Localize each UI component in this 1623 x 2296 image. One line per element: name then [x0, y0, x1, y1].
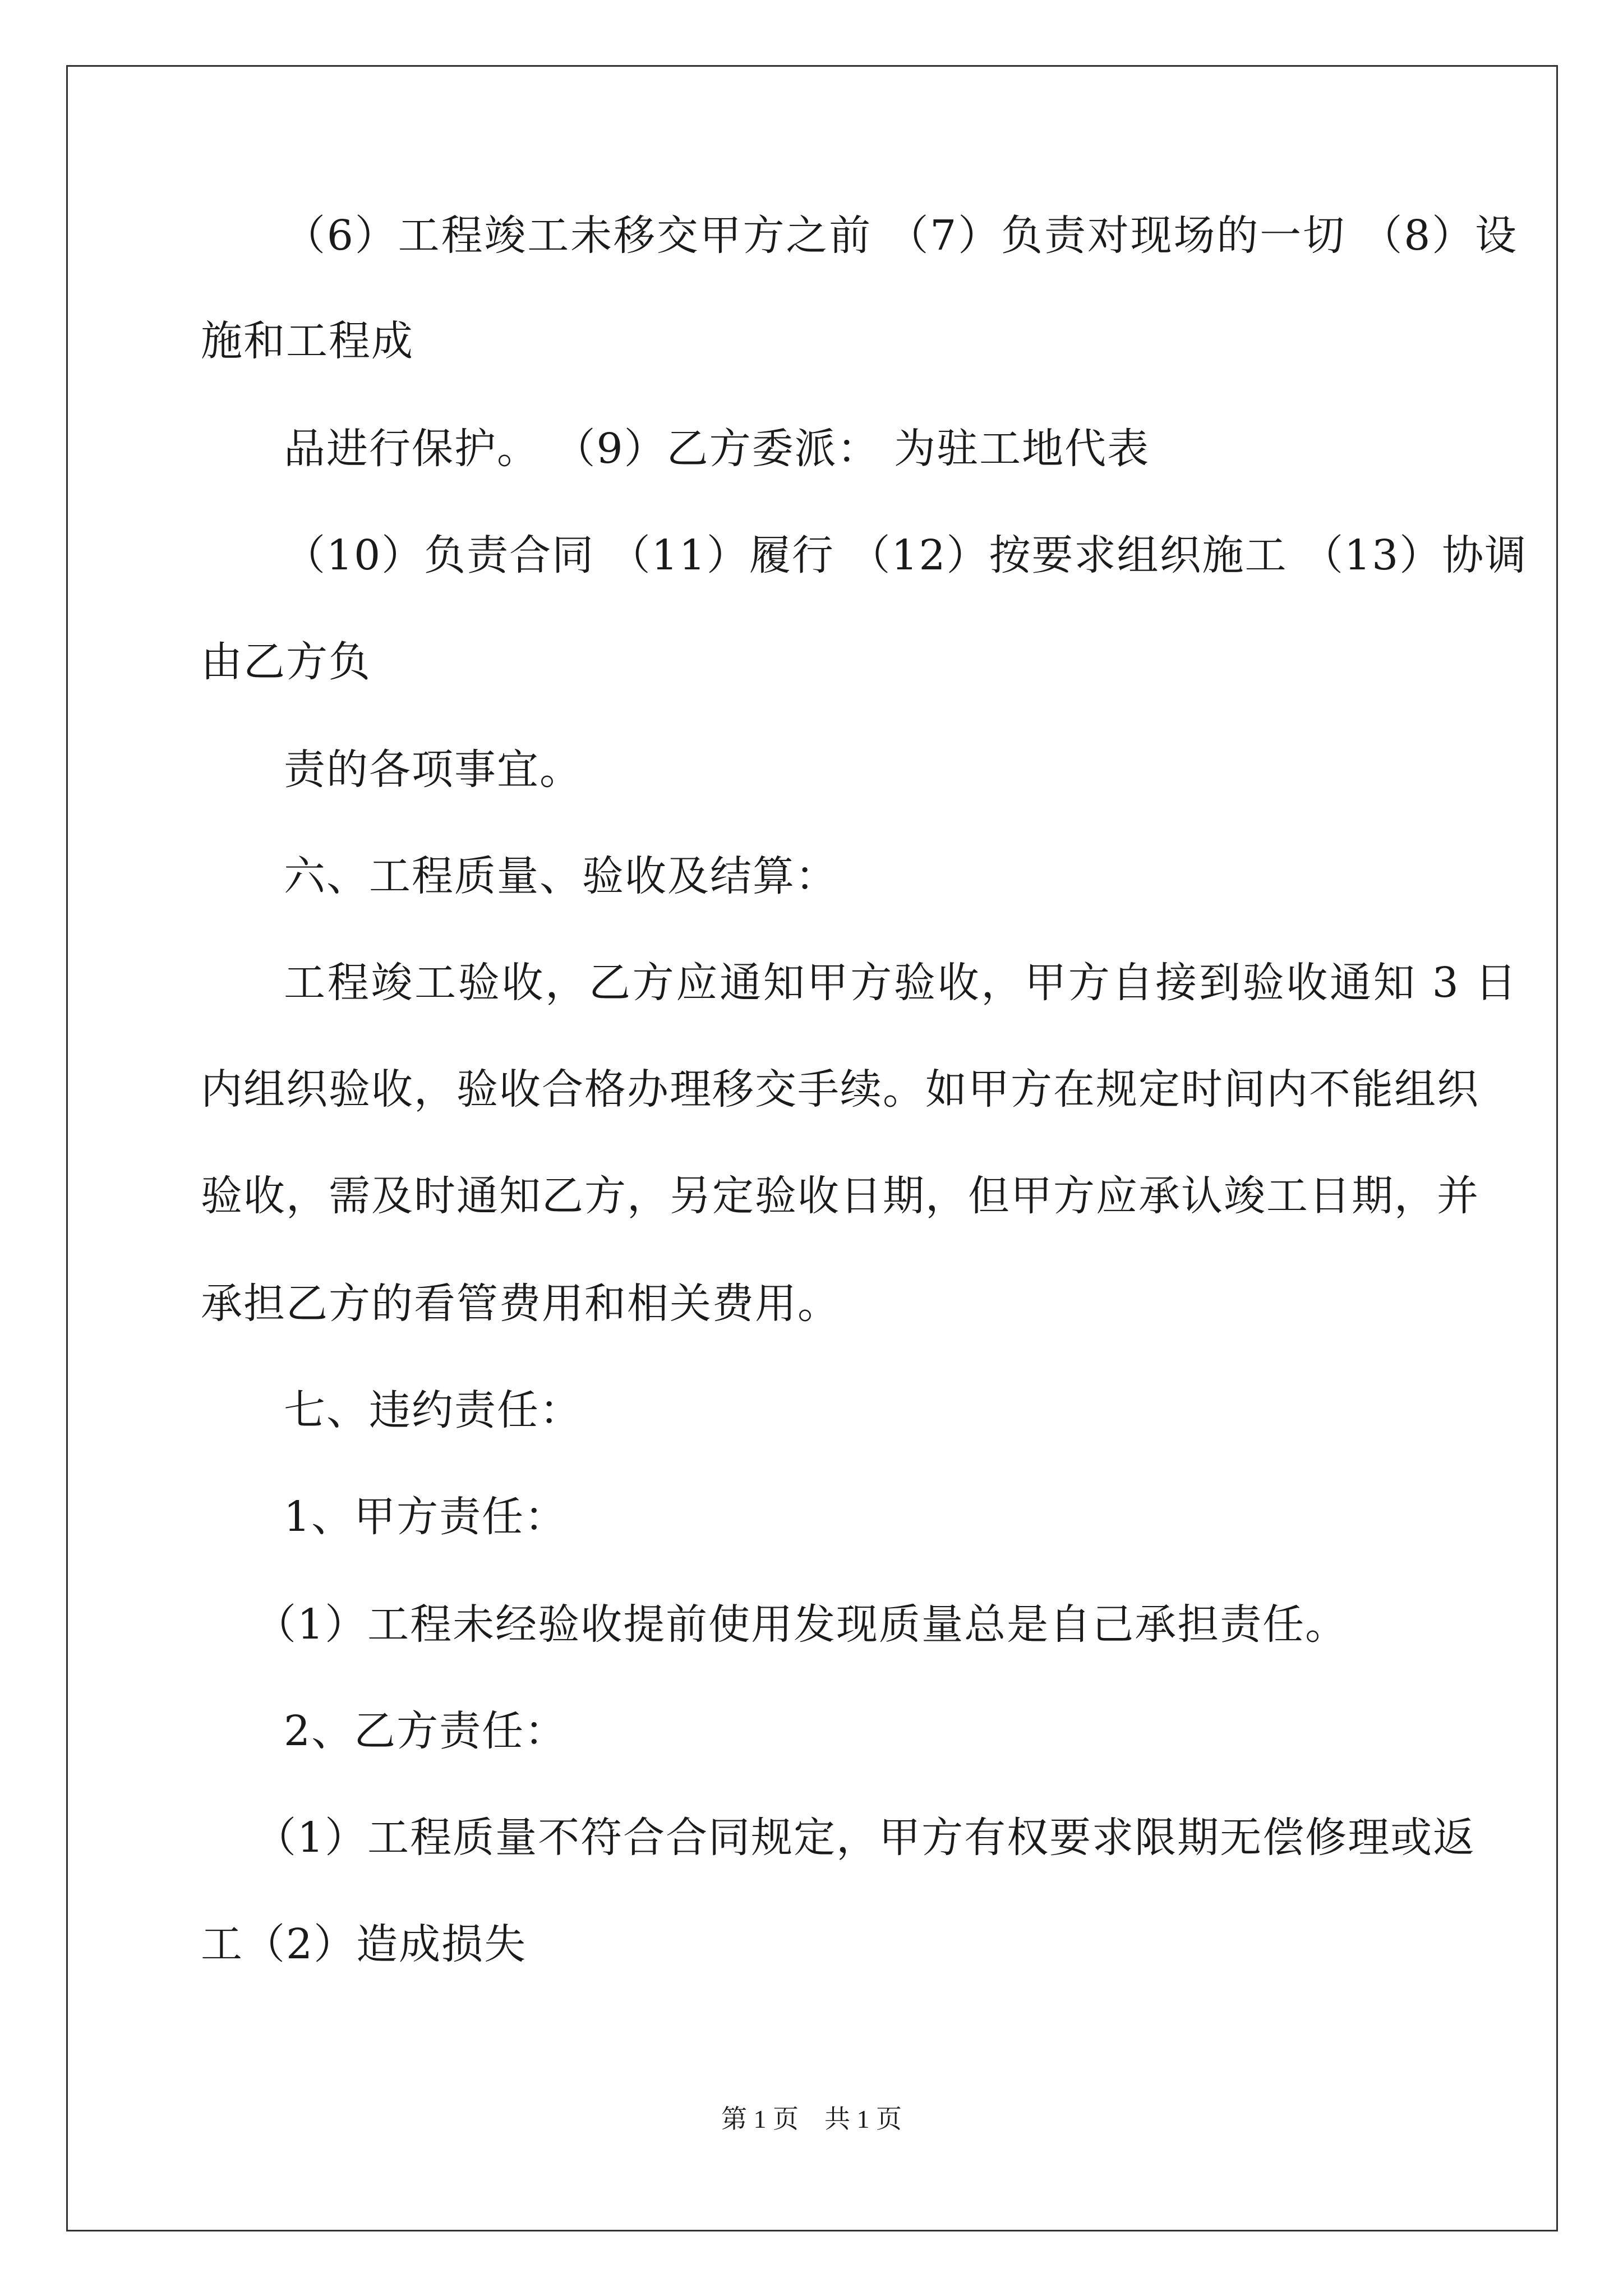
- text-line: 工程竣工验收，乙方应通知甲方验收，甲方自接到验收通知 3 日: [284, 959, 1518, 1007]
- text-line: 工（2）造成损失: [201, 1920, 527, 1968]
- text-line: 承担乙方的看管费用和相关费用。: [201, 1280, 840, 1328]
- page-total: 共 1 页: [824, 2105, 902, 2133]
- text-line: 施和工程成: [201, 317, 414, 365]
- text-line: 验收，需及时通知乙方，另定验收日期，但甲方应承认竣工日期，并: [201, 1172, 1479, 1220]
- text-line: （6）工程竣工未移交甲方之前 （7）负责对现场的一切 （8）设: [284, 211, 1518, 260]
- text-line: （1）工程质量不符合合同规定，甲方有权要求限期无偿修理或返: [255, 1814, 1476, 1862]
- text-line: 内组织验收，验收合格办理移交手续。如甲方在规定时间内不能组织: [201, 1065, 1479, 1114]
- subsection-heading: 1、甲方责任：: [284, 1493, 568, 1541]
- text-line: （10）负责合同 （11）履行 （12）按要求组织施工 （13）协调: [284, 531, 1528, 579]
- section-heading: 七、违约责任：: [284, 1386, 582, 1434]
- page-footer: [0, 2102, 1623, 2136]
- text-line: （1）工程未经验收提前使用发现质量总是自己承担责任。: [255, 1600, 1348, 1649]
- text-line: 责的各项事宜。: [284, 746, 582, 794]
- text-line: 由乙方负: [201, 638, 371, 686]
- text-line: 品进行保护。 （9）乙方委派： 为驻工地代表: [284, 425, 1150, 473]
- page-number: 第 1 页: [721, 2105, 799, 2133]
- page-border: [66, 65, 1558, 2231]
- subsection-heading: 2、乙方责任：: [284, 1707, 568, 1755]
- section-heading: 六、工程质量、验收及结算：: [284, 852, 838, 900]
